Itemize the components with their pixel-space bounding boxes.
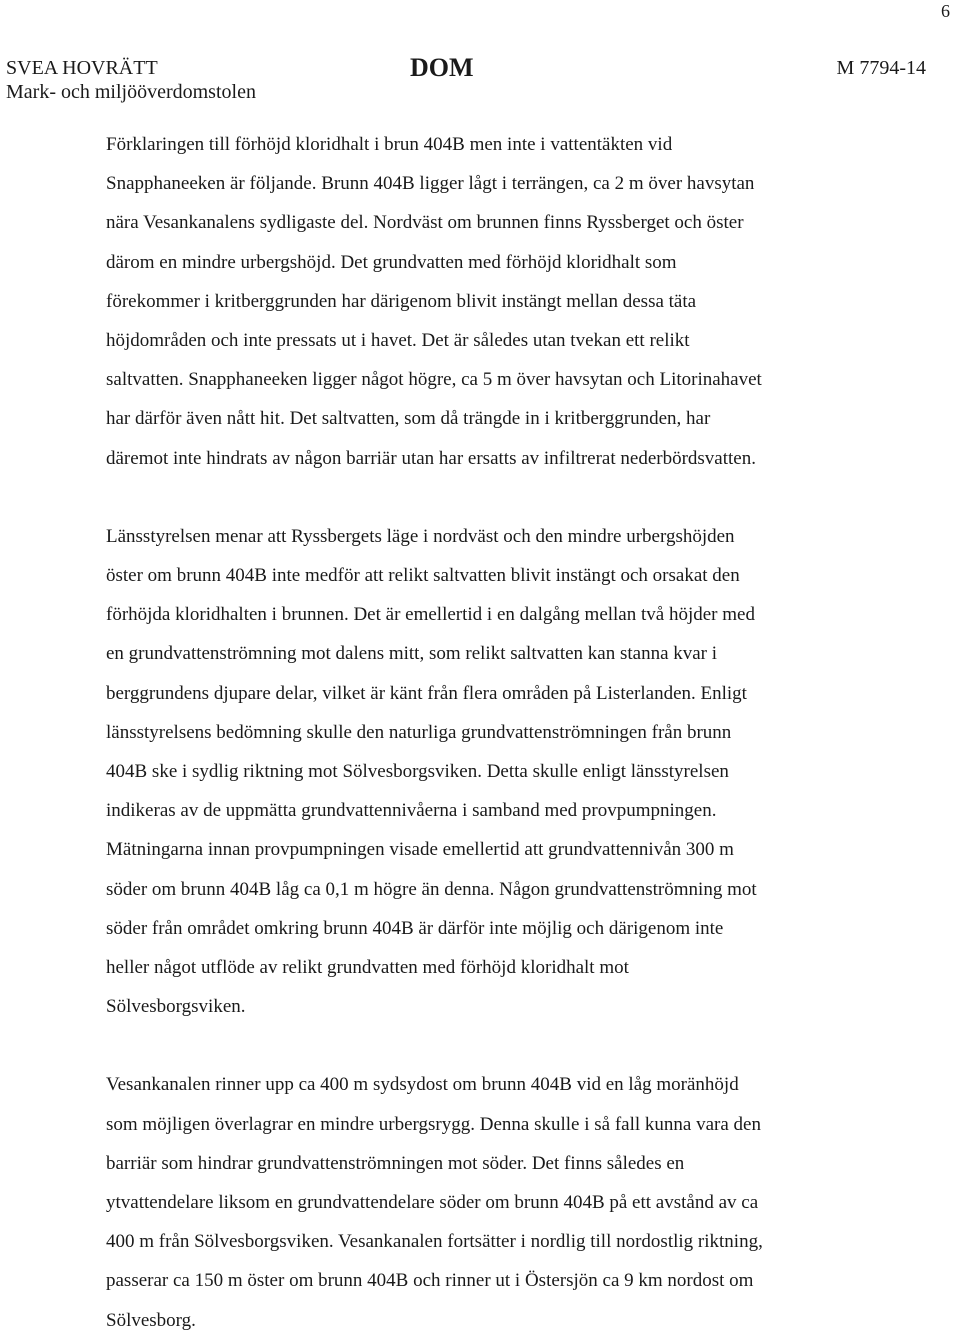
text-line: Länsstyrelsen menar att Ryssbergets läge i nordväst och den mindre urbergshöjden <box>106 525 735 547</box>
text-line: Sölvesborg. <box>106 1309 196 1331</box>
text-line: Vesankanalen rinner upp ca 400 m sydsydost om brunn 404B vid en låg moränhöjd <box>106 1074 739 1096</box>
paragraph <box>106 1065 906 1339</box>
text-line: 404B ske i sydlig riktning mot Sölvesborgsviken. Detta skulle enligt länsstyrelsen <box>106 761 729 783</box>
paragraph <box>106 125 906 478</box>
paragraph <box>106 517 906 1027</box>
text-line: Förklaringen till förhöjd kloridhalt i brun 404B men inte i vattentäkten vid <box>106 134 673 155</box>
text-line: passerar ca 150 m öster om brunn 404B och rinner ut i Östersjön ca 9 km nordost om <box>106 1270 754 1292</box>
case-number: M 7794-14 <box>836 57 926 79</box>
text-line: saltvatten. Snapphaneeken ligger något högre, ca 5 m över havsytan och Litorinahavet <box>106 369 762 391</box>
text-line: länsstyrelsens bedömning skulle den naturliga grundvattenströmningen från brunn <box>106 721 732 743</box>
court-name: SVEA HOVRÄTT <box>6 57 158 79</box>
text-line: har därför även nått hit. Det saltvatten, som då trängde in i kritberggrunden, har <box>106 408 711 430</box>
document-type: DOM <box>410 53 474 82</box>
text-line: nära Vesankanalens sydligaste del. Nordväst om brunnen finns Ryssberget och öster <box>106 212 744 234</box>
document-body <box>106 125 906 1340</box>
text-line: 400 m från Sölvesborgsviken. Vesankanalen fortsätter i nordlig till nordostlig riktning, <box>106 1231 763 1253</box>
text-line: därom en mindre urbergshöjd. Det grundvatten med förhöjd kloridhalt som <box>106 251 677 273</box>
text-line: som möjligen överlagrar en mindre urbergsrygg. Denna skulle i så fall kunna vara den <box>106 1113 761 1135</box>
text-line: Snapphaneeken är följande. Brunn 404B ligger lågt i terrängen, ca 2 m över havsytan <box>106 173 755 195</box>
court-division: Mark- och miljööverdomstolen <box>6 81 256 103</box>
page-number: 6 <box>941 1 950 21</box>
text-line: en grundvattenströmning mot dalens mitt, som relikt saltvatten kan stanna kvar i <box>106 643 718 665</box>
text-line: ytvattendelare liksom en grundvattendelare söder om brunn 404B på ett avstånd av ca <box>106 1192 759 1214</box>
text-line: förhöjda kloridhalten i brunnen. Det är emellertid i en dalgång mellan två höjder med <box>106 604 755 626</box>
document-header <box>6 53 926 106</box>
text-line: indikeras av de uppmätta grundvattennivåerna i samband med provpumpningen. <box>106 800 717 822</box>
text-line: heller något utflöde av relikt grundvatten med förhöjd kloridhalt mot <box>106 957 629 979</box>
text-line: öster om brunn 404B inte medför att relikt saltvatten blivit instängt och orsakat den <box>106 565 740 587</box>
text-line: söder om brunn 404B låg ca 0,1 m högre än denna. Någon grundvattenströmning mot <box>106 878 757 900</box>
text-line: berggrundens djupare delar, vilket är känt från flera områden på Listerlanden. Enligt <box>106 682 747 704</box>
text-line: förekommer i kritberggrunden har därigenom blivit instängt mellan dessa täta <box>106 290 697 312</box>
text-line: söder från området omkring brunn 404B är därför inte möjlig och därigenom inte <box>106 917 724 939</box>
text-line: däremot inte hindrats av någon barriär utan har ersatts av infiltrerat nederbördsvatten. <box>106 447 756 469</box>
text-line: Sölvesborgsviken. <box>106 996 246 1018</box>
text-line: Mätningarna innan provpumpningen visade emellertid att grundvattennivån 300 m <box>106 839 734 861</box>
text-line: höjdområden och inte pressats ut i havet. Det är således utan tvekan ett relikt <box>106 330 690 352</box>
text-line: barriär som hindrar grundvattenströmningen mot söder. Det finns således en <box>106 1152 685 1174</box>
